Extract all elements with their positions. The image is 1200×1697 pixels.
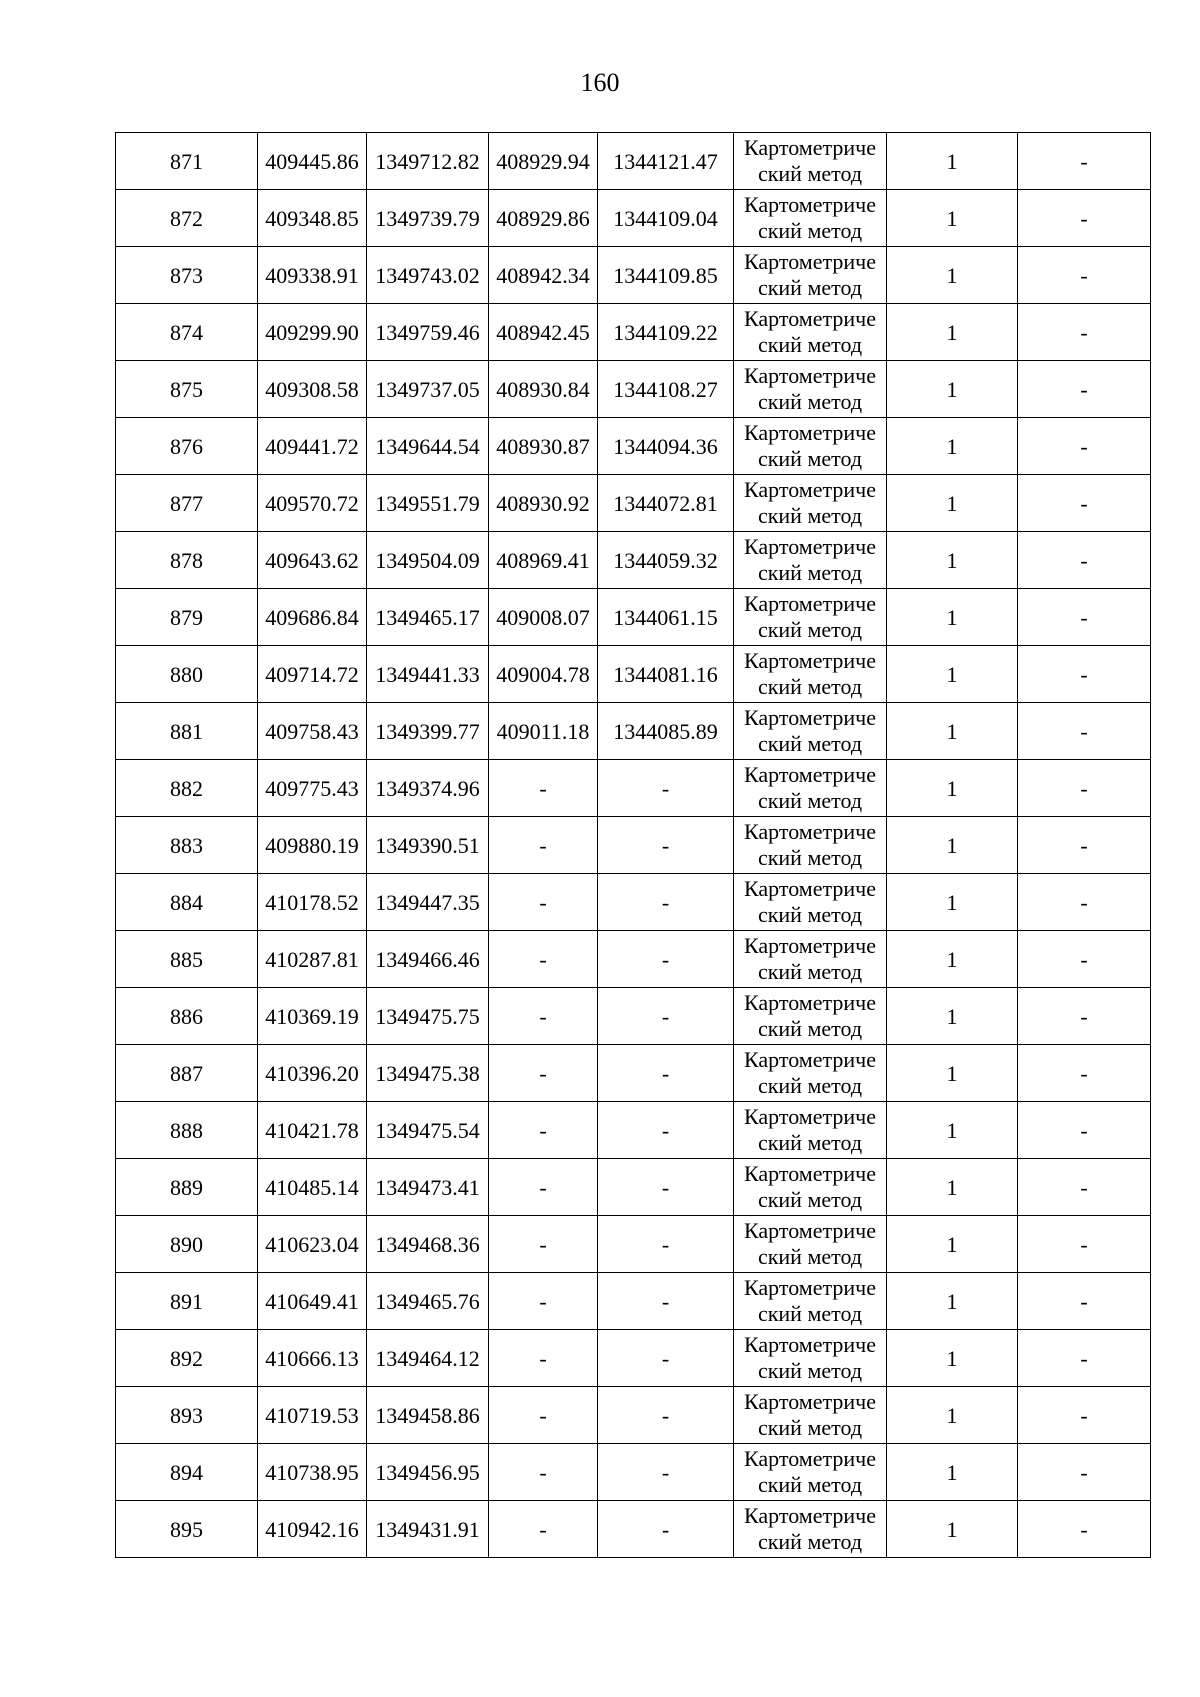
x-old-coordinate-cell: 408929.86 — [489, 190, 598, 247]
x-old-coordinate-cell: - — [489, 1045, 598, 1102]
x-old-coordinate-cell: - — [489, 874, 598, 931]
method-cell: Картометриче ский метод — [734, 190, 887, 247]
method-cell: Картометриче ский метод — [734, 532, 887, 589]
table-row — [116, 1387, 1151, 1444]
accuracy-cell: 1 — [887, 1444, 1018, 1501]
x-coordinate-cell: 409758.43 — [258, 703, 367, 760]
x-old-coordinate-cell: 408930.87 — [489, 418, 598, 475]
method-cell: Картометриче ский метод — [734, 1216, 887, 1273]
accuracy-cell: 1 — [887, 304, 1018, 361]
x-coordinate-cell: 410719.53 — [258, 1387, 367, 1444]
description-cell: - — [1018, 1501, 1151, 1558]
point-number-cell: 894 — [116, 1444, 258, 1501]
table-row — [116, 988, 1151, 1045]
description-cell: - — [1018, 1273, 1151, 1330]
point-number-cell: 892 — [116, 1330, 258, 1387]
y-old-coordinate-cell: - — [598, 1102, 734, 1159]
point-number-cell: 893 — [116, 1387, 258, 1444]
method-cell: Картометриче ский метод — [734, 304, 887, 361]
method-cell: Картометриче ский метод — [734, 874, 887, 931]
method-cell: Картометриче ский метод — [734, 1387, 887, 1444]
method-cell: Картометриче ский метод — [734, 1102, 887, 1159]
accuracy-cell: 1 — [887, 475, 1018, 532]
y-coordinate-cell: 1349465.76 — [367, 1273, 489, 1330]
description-cell: - — [1018, 931, 1151, 988]
accuracy-cell: 1 — [887, 1501, 1018, 1558]
description-cell: - — [1018, 703, 1151, 760]
x-old-coordinate-cell: - — [489, 1102, 598, 1159]
y-old-coordinate-cell: - — [598, 760, 734, 817]
y-old-coordinate-cell: - — [598, 817, 734, 874]
accuracy-cell: 1 — [887, 1387, 1018, 1444]
accuracy-cell: 1 — [887, 361, 1018, 418]
y-old-coordinate-cell: 1344108.27 — [598, 361, 734, 418]
method-cell: Картометриче ский метод — [734, 418, 887, 475]
x-coordinate-cell: 409570.72 — [258, 475, 367, 532]
y-old-coordinate-cell: - — [598, 1045, 734, 1102]
x-coordinate-cell: 410942.16 — [258, 1501, 367, 1558]
x-coordinate-cell: 410396.20 — [258, 1045, 367, 1102]
description-cell: - — [1018, 1444, 1151, 1501]
table-row — [116, 646, 1151, 703]
y-coordinate-cell: 1349468.36 — [367, 1216, 489, 1273]
description-cell: - — [1018, 760, 1151, 817]
table-row — [116, 817, 1151, 874]
x-coordinate-cell: 410666.13 — [258, 1330, 367, 1387]
page-number: 160 — [580, 68, 620, 97]
accuracy-cell: 1 — [887, 817, 1018, 874]
y-old-coordinate-cell: 1344085.89 — [598, 703, 734, 760]
y-coordinate-cell: 1349737.05 — [367, 361, 489, 418]
method-cell: Картометриче ский метод — [734, 475, 887, 532]
x-old-coordinate-cell: 409011.18 — [489, 703, 598, 760]
y-coordinate-cell: 1349475.38 — [367, 1045, 489, 1102]
accuracy-cell: 1 — [887, 589, 1018, 646]
x-coordinate-cell: 410369.19 — [258, 988, 367, 1045]
method-cell: Картометриче ский метод — [734, 760, 887, 817]
method-cell: Картометриче ский метод — [734, 1501, 887, 1558]
method-cell: Картометриче ский метод — [734, 361, 887, 418]
table-row — [116, 532, 1151, 589]
x-old-coordinate-cell: 409008.07 — [489, 589, 598, 646]
y-old-coordinate-cell: - — [598, 1159, 734, 1216]
table-row — [116, 1102, 1151, 1159]
method-cell: Картометриче ский метод — [734, 1444, 887, 1501]
accuracy-cell: 1 — [887, 1159, 1018, 1216]
point-number-cell: 890 — [116, 1216, 258, 1273]
x-old-coordinate-cell: 408930.84 — [489, 361, 598, 418]
y-coordinate-cell: 1349464.12 — [367, 1330, 489, 1387]
x-coordinate-cell: 409714.72 — [258, 646, 367, 703]
point-number-cell: 873 — [116, 247, 258, 304]
x-coordinate-cell: 410287.81 — [258, 931, 367, 988]
point-number-cell: 885 — [116, 931, 258, 988]
x-old-coordinate-cell: 408942.45 — [489, 304, 598, 361]
description-cell: - — [1018, 874, 1151, 931]
x-coordinate-cell: 409441.72 — [258, 418, 367, 475]
x-coordinate-cell: 410623.04 — [258, 1216, 367, 1273]
x-old-coordinate-cell: - — [489, 931, 598, 988]
point-number-cell: 887 — [116, 1045, 258, 1102]
description-cell: - — [1018, 988, 1151, 1045]
table-row — [116, 1330, 1151, 1387]
y-old-coordinate-cell: - — [598, 1216, 734, 1273]
description-cell: - — [1018, 1330, 1151, 1387]
y-old-coordinate-cell: - — [598, 1273, 734, 1330]
point-number-cell: 878 — [116, 532, 258, 589]
accuracy-cell: 1 — [887, 703, 1018, 760]
accuracy-cell: 1 — [887, 931, 1018, 988]
y-coordinate-cell: 1349504.09 — [367, 532, 489, 589]
method-cell: Картометриче ский метод — [734, 133, 887, 190]
description-cell: - — [1018, 1387, 1151, 1444]
accuracy-cell: 1 — [887, 247, 1018, 304]
x-old-coordinate-cell: 408942.34 — [489, 247, 598, 304]
y-coordinate-cell: 1349390.51 — [367, 817, 489, 874]
method-cell: Картометриче ский метод — [734, 988, 887, 1045]
y-old-coordinate-cell: - — [598, 874, 734, 931]
point-number-cell: 871 — [116, 133, 258, 190]
table-row — [116, 589, 1151, 646]
table-row — [116, 931, 1151, 988]
table-row — [116, 1216, 1151, 1273]
description-cell: - — [1018, 190, 1151, 247]
point-number-cell: 877 — [116, 475, 258, 532]
y-coordinate-cell: 1349441.33 — [367, 646, 489, 703]
table-row — [116, 760, 1151, 817]
x-old-coordinate-cell: - — [489, 1387, 598, 1444]
method-cell: Картометриче ский метод — [734, 703, 887, 760]
method-cell: Картометриче ский метод — [734, 1273, 887, 1330]
method-cell: Картометриче ский метод — [734, 589, 887, 646]
point-number-cell: 874 — [116, 304, 258, 361]
y-coordinate-cell: 1349447.35 — [367, 874, 489, 931]
point-number-cell: 880 — [116, 646, 258, 703]
point-number-cell: 883 — [116, 817, 258, 874]
point-number-cell: 872 — [116, 190, 258, 247]
point-number-cell: 889 — [116, 1159, 258, 1216]
accuracy-cell: 1 — [887, 1273, 1018, 1330]
x-old-coordinate-cell: - — [489, 817, 598, 874]
point-number-cell: 879 — [116, 589, 258, 646]
x-coordinate-cell: 409338.91 — [258, 247, 367, 304]
y-old-coordinate-cell: 1344121.47 — [598, 133, 734, 190]
description-cell: - — [1018, 532, 1151, 589]
x-old-coordinate-cell: - — [489, 1216, 598, 1273]
x-old-coordinate-cell: 408930.92 — [489, 475, 598, 532]
accuracy-cell: 1 — [887, 1216, 1018, 1273]
y-old-coordinate-cell: 1344109.85 — [598, 247, 734, 304]
point-number-cell: 888 — [116, 1102, 258, 1159]
point-number-cell: 882 — [116, 760, 258, 817]
table-row — [116, 247, 1151, 304]
x-coordinate-cell: 410178.52 — [258, 874, 367, 931]
description-cell: - — [1018, 247, 1151, 304]
x-old-coordinate-cell: - — [489, 1330, 598, 1387]
accuracy-cell: 1 — [887, 646, 1018, 703]
description-cell: - — [1018, 589, 1151, 646]
method-cell: Картометриче ский метод — [734, 646, 887, 703]
accuracy-cell: 1 — [887, 1330, 1018, 1387]
coordinates-table — [115, 132, 1151, 1558]
x-coordinate-cell: 409643.62 — [258, 532, 367, 589]
y-old-coordinate-cell: 1344109.04 — [598, 190, 734, 247]
y-old-coordinate-cell: 1344109.22 — [598, 304, 734, 361]
y-coordinate-cell: 1349759.46 — [367, 304, 489, 361]
description-cell: - — [1018, 361, 1151, 418]
y-coordinate-cell: 1349644.54 — [367, 418, 489, 475]
table-row — [116, 1159, 1151, 1216]
x-old-coordinate-cell: - — [489, 1501, 598, 1558]
x-coordinate-cell: 409299.90 — [258, 304, 367, 361]
description-cell: - — [1018, 1159, 1151, 1216]
x-coordinate-cell: 410485.14 — [258, 1159, 367, 1216]
y-coordinate-cell: 1349465.17 — [367, 589, 489, 646]
method-cell: Картометриче ский метод — [734, 931, 887, 988]
y-old-coordinate-cell: - — [598, 988, 734, 1045]
table-row — [116, 190, 1151, 247]
x-old-coordinate-cell: - — [489, 1444, 598, 1501]
x-coordinate-cell: 410649.41 — [258, 1273, 367, 1330]
point-number-cell: 895 — [116, 1501, 258, 1558]
y-old-coordinate-cell: - — [598, 1387, 734, 1444]
table-row — [116, 133, 1151, 190]
point-number-cell: 876 — [116, 418, 258, 475]
y-coordinate-cell: 1349399.77 — [367, 703, 489, 760]
y-coordinate-cell: 1349473.41 — [367, 1159, 489, 1216]
description-cell: - — [1018, 1102, 1151, 1159]
x-old-coordinate-cell: - — [489, 1273, 598, 1330]
x-coordinate-cell: 409348.85 — [258, 190, 367, 247]
method-cell: Картометриче ский метод — [734, 247, 887, 304]
x-old-coordinate-cell: 408969.41 — [489, 532, 598, 589]
table-row — [116, 1273, 1151, 1330]
y-coordinate-cell: 1349475.75 — [367, 988, 489, 1045]
y-coordinate-cell: 1349456.95 — [367, 1444, 489, 1501]
table-body — [116, 133, 1151, 1558]
y-old-coordinate-cell: 1344081.16 — [598, 646, 734, 703]
y-coordinate-cell: 1349712.82 — [367, 133, 489, 190]
point-number-cell: 891 — [116, 1273, 258, 1330]
y-coordinate-cell: 1349551.79 — [367, 475, 489, 532]
table-row — [116, 304, 1151, 361]
y-old-coordinate-cell: - — [598, 1444, 734, 1501]
accuracy-cell: 1 — [887, 532, 1018, 589]
method-cell: Картометриче ский метод — [734, 817, 887, 874]
description-cell: - — [1018, 646, 1151, 703]
y-old-coordinate-cell: 1344072.81 — [598, 475, 734, 532]
y-coordinate-cell: 1349466.46 — [367, 931, 489, 988]
y-coordinate-cell: 1349431.91 — [367, 1501, 489, 1558]
table-row — [116, 874, 1151, 931]
x-coordinate-cell: 409308.58 — [258, 361, 367, 418]
x-coordinate-cell: 409775.43 — [258, 760, 367, 817]
point-number-cell: 881 — [116, 703, 258, 760]
method-cell: Картометриче ский метод — [734, 1159, 887, 1216]
accuracy-cell: 1 — [887, 418, 1018, 475]
x-old-coordinate-cell: - — [489, 760, 598, 817]
y-old-coordinate-cell: - — [598, 1330, 734, 1387]
y-coordinate-cell: 1349743.02 — [367, 247, 489, 304]
table-row — [116, 475, 1151, 532]
x-old-coordinate-cell: 408929.94 — [489, 133, 598, 190]
description-cell: - — [1018, 1045, 1151, 1102]
y-coordinate-cell: 1349739.79 — [367, 190, 489, 247]
accuracy-cell: 1 — [887, 133, 1018, 190]
y-old-coordinate-cell: 1344059.32 — [598, 532, 734, 589]
y-coordinate-cell: 1349458.86 — [367, 1387, 489, 1444]
accuracy-cell: 1 — [887, 874, 1018, 931]
accuracy-cell: 1 — [887, 988, 1018, 1045]
point-number-cell: 886 — [116, 988, 258, 1045]
x-coordinate-cell: 410738.95 — [258, 1444, 367, 1501]
table-row — [116, 1501, 1151, 1558]
point-number-cell: 875 — [116, 361, 258, 418]
accuracy-cell: 1 — [887, 1102, 1018, 1159]
description-cell: - — [1018, 817, 1151, 874]
table-row — [116, 703, 1151, 760]
y-old-coordinate-cell: 1344094.36 — [598, 418, 734, 475]
table-row — [116, 1444, 1151, 1501]
y-old-coordinate-cell: - — [598, 931, 734, 988]
x-old-coordinate-cell: 409004.78 — [489, 646, 598, 703]
y-coordinate-cell: 1349374.96 — [367, 760, 489, 817]
x-coordinate-cell: 410421.78 — [258, 1102, 367, 1159]
x-coordinate-cell: 409686.84 — [258, 589, 367, 646]
x-coordinate-cell: 409445.86 — [258, 133, 367, 190]
description-cell: - — [1018, 475, 1151, 532]
y-coordinate-cell: 1349475.54 — [367, 1102, 489, 1159]
point-number-cell: 884 — [116, 874, 258, 931]
accuracy-cell: 1 — [887, 1045, 1018, 1102]
method-cell: Картометриче ский метод — [734, 1045, 887, 1102]
accuracy-cell: 1 — [887, 760, 1018, 817]
x-old-coordinate-cell: - — [489, 1159, 598, 1216]
method-cell: Картометриче ский метод — [734, 1330, 887, 1387]
table-row — [116, 418, 1151, 475]
description-cell: - — [1018, 304, 1151, 361]
table-row — [116, 1045, 1151, 1102]
description-cell: - — [1018, 418, 1151, 475]
accuracy-cell: 1 — [887, 190, 1018, 247]
description-cell: - — [1018, 133, 1151, 190]
table-row — [116, 361, 1151, 418]
description-cell: - — [1018, 1216, 1151, 1273]
x-old-coordinate-cell: - — [489, 988, 598, 1045]
y-old-coordinate-cell: - — [598, 1501, 734, 1558]
x-coordinate-cell: 409880.19 — [258, 817, 367, 874]
y-old-coordinate-cell: 1344061.15 — [598, 589, 734, 646]
